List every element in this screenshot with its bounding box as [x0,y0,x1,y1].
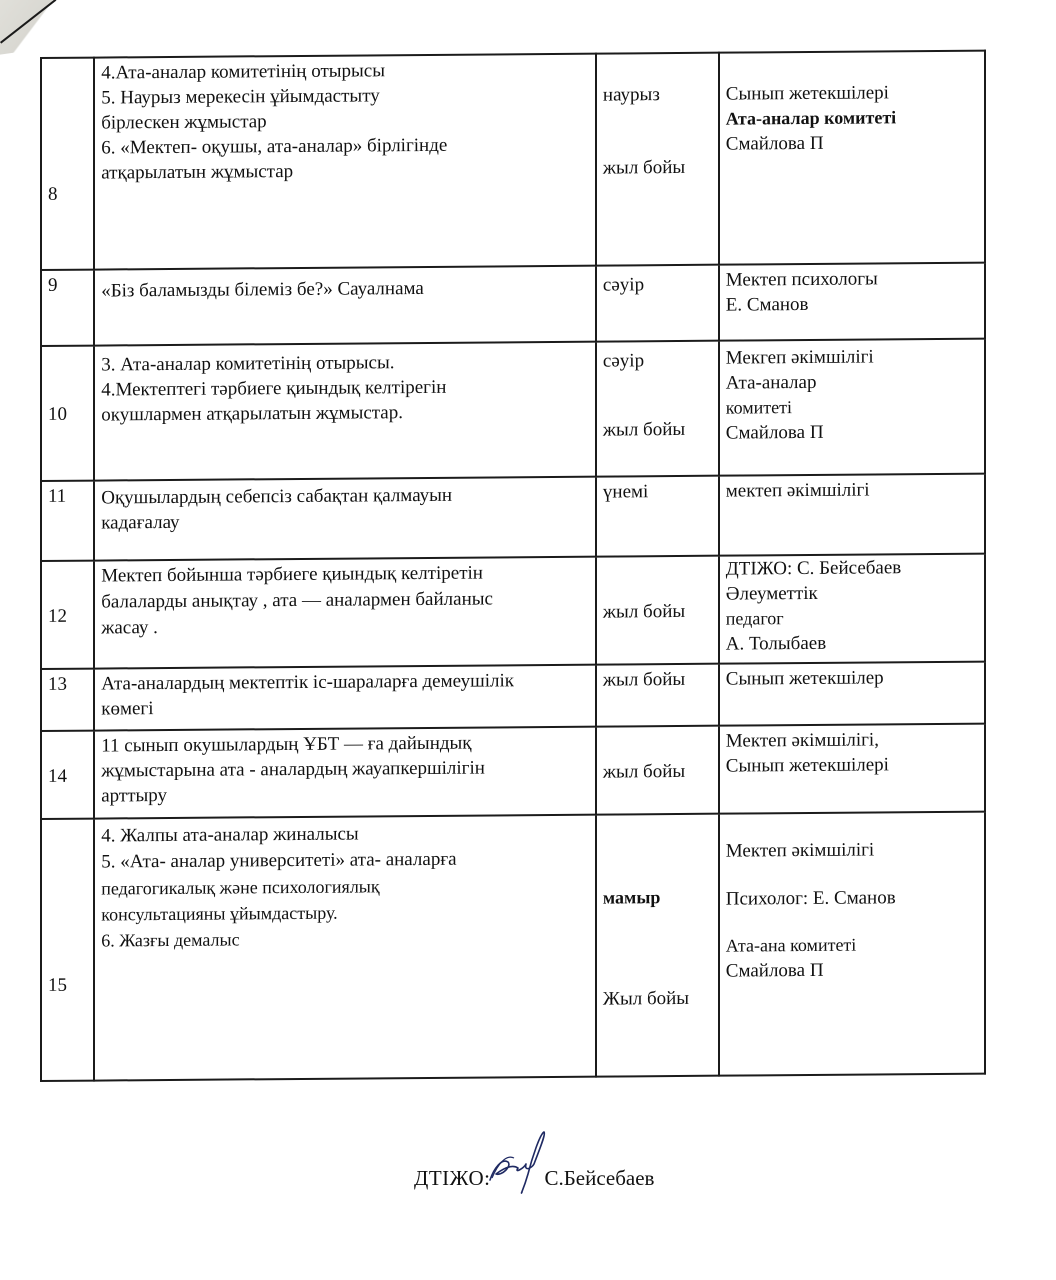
responsible-text: Әлеуметтік [725,582,818,605]
table-row [41,662,985,731]
activity-cell [94,342,596,481]
period-text: Жыл бойы [602,987,690,1010]
responsible-text: Мектеп әкімшілігі, [725,729,879,752]
responsible-text: Смайлова П [725,959,824,982]
responsible-text: комитеті [725,397,793,418]
responsible-text: Е. Сманов [725,293,809,316]
responsible-text: Сынып жетекшілері [725,82,889,105]
row-number-text: 9 [48,274,58,296]
responsible-text: Ата-аналар комитеті [725,107,897,129]
activity-line: жұмыстарына ата - аналардың жауапкершілігін [101,757,485,782]
responsible-text: Сынып жетекшілері [725,754,889,777]
activity-line: 4.Мектептегі тәрбиеге қиындық келтірегін [101,376,447,401]
activity-line: 11 сынып окушылардың ҰБТ — ға дайындық [101,732,472,757]
row-number-text: 15 [48,974,67,996]
row-number [41,819,94,1081]
table-row [41,554,985,669]
period-spacer [603,107,714,156]
table-row [41,51,985,270]
activity-cell [94,477,596,561]
period-text: жыл бойы [602,418,686,441]
responsible-cell [719,554,985,664]
period-text: наурыз [602,84,660,106]
signature-title: ДТІЖО: [414,1165,491,1190]
activity-line: 4.Ата-аналар комитетінің отырысы [101,60,385,84]
row-number-text: 13 [48,673,67,695]
period-spacer [603,910,714,987]
row-number-text: 11 [48,485,67,507]
responsible-text: ДТІЖО: С. Бейсебаев [725,557,902,580]
period-cell [596,341,719,477]
activity-line: Ата-аналардың мектептік іс-шараларға демеушілік [101,670,515,695]
responsible-text: педагог [725,608,784,629]
responsible-text: Смайлова П [725,421,824,444]
activity-plan-table [40,50,986,1082]
table-row [41,263,985,346]
row-number [41,731,94,819]
responsible-text: Ата-аналар [725,371,817,394]
signature-name: С.Бейсебаев [544,1165,655,1190]
activity-line: Оқушылардың себепсіз сабақтан қалмауын [101,484,453,509]
responsible-text: А. Толыбаев [725,632,827,655]
responsible-cell [719,51,985,265]
period-spacer [603,373,714,418]
period-text: жыл бойы [602,760,686,783]
activity-cell [94,557,596,669]
period-cell [596,556,719,665]
activity-cell [94,665,596,731]
row-number [41,58,94,270]
period-cell [596,265,719,342]
period-cell [596,664,719,727]
responsible-text: Смайлова П [725,132,824,155]
activity-line: педагогикалық және психологиялық [101,876,380,899]
activity-line: көмегі [101,698,154,720]
period-text: сәуір [602,350,645,372]
activity-line: окушлармен атқарылатын жұмыстар. [101,402,403,426]
table-row [41,339,985,481]
row-number-text: 14 [48,765,67,787]
activity-line: арттыру [101,785,168,807]
activity-line: 4. Жалпы ата-аналар жиналысы [101,823,359,847]
activity-line: 5. «Ата- аналар университеті» ата- аналарға [101,848,457,873]
row-number-text: 8 [48,183,58,205]
row-number-text: 10 [48,403,67,425]
handwritten-signature-icon [484,1128,548,1198]
activity-cell [94,266,596,346]
row-number [41,481,94,561]
responsible-text: Психолог: Е. Сманов [725,887,896,910]
table-row [41,812,985,1081]
activity-line: 6. Жазғы демалыс [101,929,240,951]
activity-line: 3. Ата-аналар комитетінің отырысы. [101,352,395,376]
activity-line: 6. «Мектеп- оқушы, ата-аналар» бірлігінде [101,134,448,159]
responsible-cell [719,474,985,556]
responsible-cell [719,263,985,341]
responsible-text: мектеп әкімшілігі [725,479,870,502]
activity-line: «Біз баламызды білеміз бе?» Сауалнама [101,277,424,302]
period-text: жыл бойы [602,156,686,179]
responsible-text: Мектеп психологы [725,268,878,291]
activity-cell [94,815,596,1081]
responsible-cell [719,724,985,814]
table-row [41,724,985,819]
responsible-text: Сынып жетекшілер [725,667,884,690]
activity-line: бірлескен жұмыстар [101,111,267,134]
period-cell [596,726,719,815]
period-cell [596,53,719,266]
row-number [41,270,94,346]
period-cell [596,476,719,557]
signature-block [414,1158,654,1198]
responsible-cell [719,812,985,1076]
responsible-spacer [726,911,980,933]
activity-cell [94,54,596,270]
period-text: жыл бойы [602,668,686,691]
period-text: сәуір [602,274,645,296]
activity-line: консультацияны ұйымдастыру. [101,902,338,925]
responsible-text: Мектеп әкімшілігі [725,839,875,862]
row-number-text: 12 [48,605,67,627]
activity-line: Мектеп бойынша тәрбиеге қиындық келтіретін [101,562,483,587]
activity-line: 5. Наурыз мерекесін ұйымдастыту [101,85,380,109]
responsible-text: Мекгеп әкімшілігі [725,346,874,369]
period-text: мамыр [602,887,661,908]
table-row [41,474,985,561]
responsible-spacer [726,863,980,887]
activity-line: кадағалау [101,511,180,534]
activity-cell [94,727,596,819]
row-number [41,669,94,731]
row-number [41,346,94,481]
page-fold-corner [0,0,96,58]
period-text: жыл бойы [602,600,686,623]
period-text: үнемі [602,481,649,503]
activity-line: жасау . [101,617,158,639]
responsible-text: Ата-ана комитеті [725,934,857,956]
period-cell [596,814,719,1077]
responsible-cell [719,339,985,476]
row-number [41,561,94,669]
responsible-cell [719,662,985,726]
activity-line: атқарылатын жұмыстар [101,161,294,184]
activity-line: балаларды анықтау , ата — аналармен байланыс [101,588,493,613]
